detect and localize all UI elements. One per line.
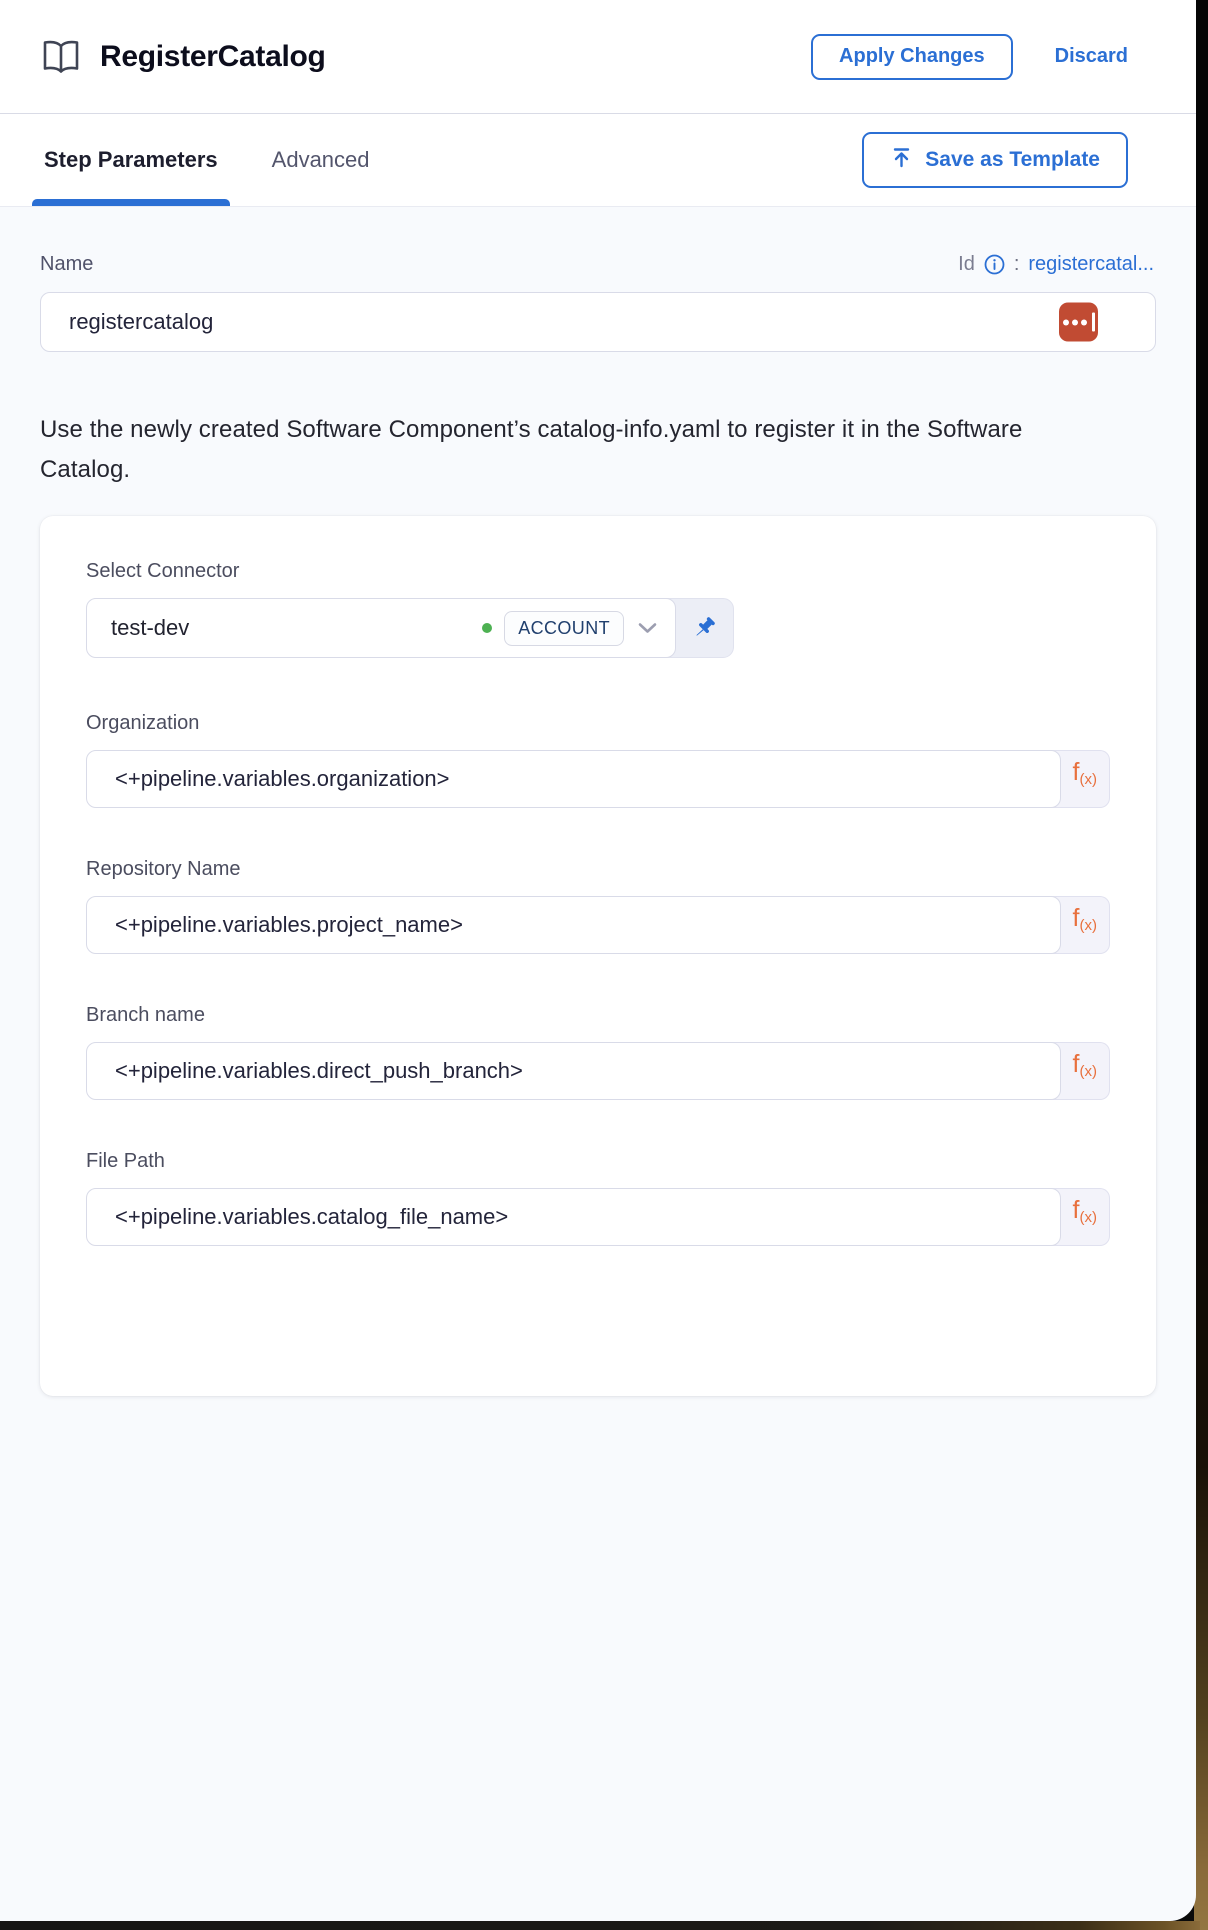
save-as-template-label: Save as Template [925, 148, 1100, 171]
step-title: RegisterCatalog [100, 39, 326, 73]
step-description: Use the newly created Software Component’s catalog-info.yaml to register it in the Software Catalog. [40, 416, 1023, 483]
fx-expression-button[interactable]: f (x) [1049, 896, 1110, 954]
panel-header [0, 0, 1196, 114]
field-row-file-path [86, 1150, 1110, 1246]
file-path-input[interactable] [86, 1188, 1061, 1246]
step-id-value[interactable]: registercatal... [1028, 253, 1154, 275]
fx-expression-button[interactable]: f (x) [1049, 1188, 1110, 1246]
id-colon: : [1013, 253, 1020, 275]
fx-expression-button[interactable]: f (x) [1049, 750, 1110, 808]
discard-link[interactable]: Discard [1054, 45, 1128, 67]
tab-step-parameters-label: Step Parameters [44, 147, 218, 172]
open-book-icon [40, 37, 82, 77]
chevron-down-icon[interactable] [638, 622, 657, 634]
name-row [40, 253, 1156, 276]
save-as-template-button[interactable] [862, 132, 1128, 188]
connector-control [86, 598, 734, 658]
apply-changes-button[interactable]: Apply Changes [811, 34, 1013, 80]
scope-badge: ACCOUNT [504, 611, 624, 646]
id-label: Id [958, 253, 975, 275]
branch-name-input[interactable] [86, 1042, 1061, 1100]
step-parameters-form [0, 253, 1196, 1396]
select-connector-label: Select Connector [86, 560, 240, 582]
repository-name-label: Repository Name [86, 858, 241, 880]
organization-label: Organization [86, 712, 200, 734]
connector-name: test-dev [111, 615, 190, 640]
step-id-row [958, 253, 1154, 276]
file-path-label: File Path [86, 1150, 165, 1172]
info-icon[interactable] [984, 254, 1005, 275]
branch-name-label: Branch name [86, 1004, 205, 1026]
field-row-organization [86, 712, 1110, 808]
connector-select[interactable] [86, 598, 676, 658]
tab-advanced-label: Advanced [271, 147, 370, 172]
window-bottom-edge [0, 1921, 1200, 1930]
status-dot [482, 623, 492, 633]
upload-icon [890, 146, 913, 175]
fx-expression-button[interactable]: f (x) [1049, 1042, 1110, 1100]
organization-input[interactable] [86, 750, 1061, 808]
field-row-branch-name [86, 1004, 1110, 1100]
tab-advanced[interactable] [268, 114, 374, 206]
name-input[interactable] [40, 292, 1156, 352]
password-autofill-icon[interactable] [1059, 303, 1098, 342]
name-label: Name [40, 253, 94, 275]
tab-step-parameters[interactable] [40, 114, 222, 206]
field-row-repository-name [86, 858, 1110, 954]
tab-bar [0, 114, 1196, 207]
pushpin-icon[interactable] [675, 599, 733, 657]
desktop-wallpaper-edge [1194, 0, 1208, 1930]
repository-name-input[interactable] [86, 896, 1061, 954]
name-input-wrap [40, 292, 1156, 352]
step-fields-card [40, 516, 1156, 1396]
